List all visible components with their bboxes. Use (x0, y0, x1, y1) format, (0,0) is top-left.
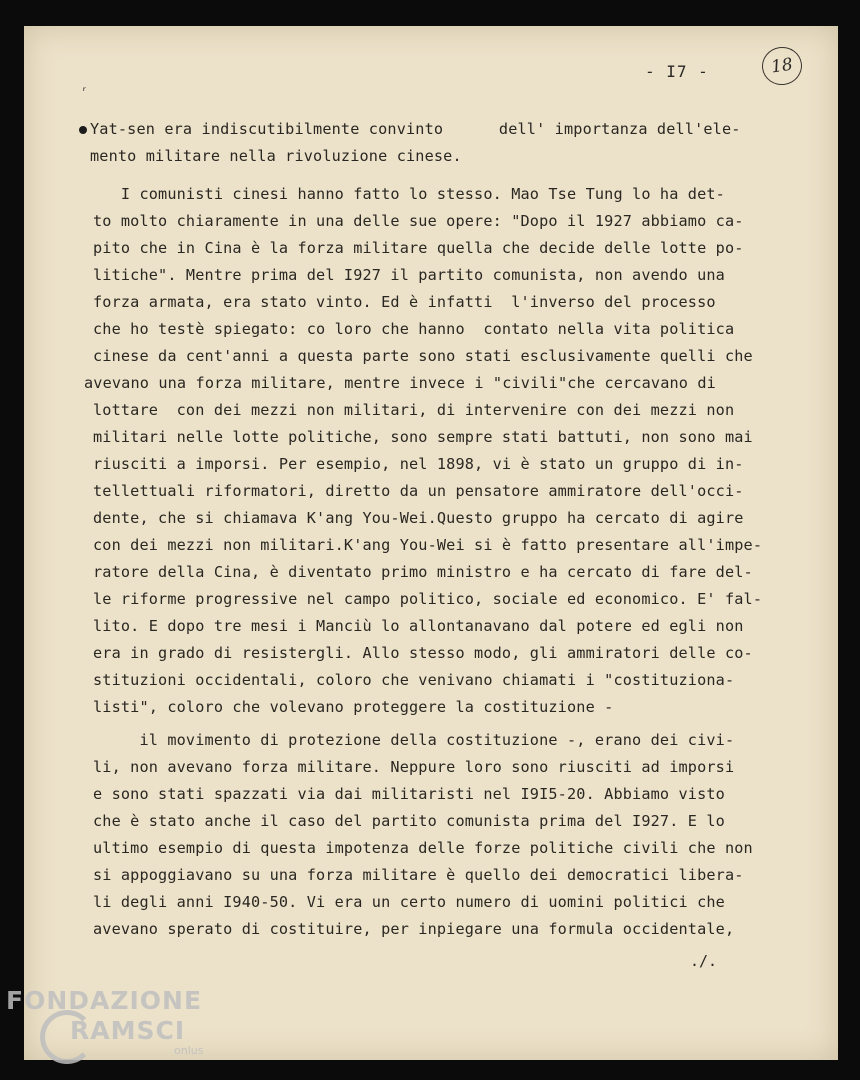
text-line: pito che in Cina è la forza militare quella che decide delle lotte po- (93, 239, 744, 257)
text-line: riusciti a imporsi. Per esempio, nel 1898, vi è stato un gruppo di in- (93, 455, 744, 473)
text-line: dente, che si chiamava K'ang You-Wei.Questo gruppo ha cercato di agire (93, 509, 744, 527)
text-line: I comunisti cinesi hanno fatto lo stesso. Mao Tse Tung lo ha det- (93, 185, 725, 203)
text-line: era in grado di resistergli. Allo stesso modo, gli ammiratori delle co- (93, 644, 753, 662)
archive-stamp: 18 (760, 44, 805, 87)
text-line: ratore della Cina, è diventato primo ministro e ha cercato di fare del- (93, 563, 753, 581)
text-line: li, non avevano forza militare. Neppure loro sono riusciti ad imporsi (93, 758, 735, 776)
text-line: militari nelle lotte politiche, sono sempre stati battuti, non sono mai (93, 428, 753, 446)
text-line: il movimento di protezione della costituzione -, erano dei civi- (93, 731, 735, 749)
text-line: e sono stati spazzati via dai militaristi nel I9I5-20. Abbiamo visto (93, 785, 725, 803)
watermark-line1: FONDAZIONE (6, 986, 203, 1015)
text-line: le riforme progressive nel campo politico, sociale ed economico. E' fal- (93, 590, 763, 608)
text-line: forza armata, era stato vinto. Ed è infatti l'inverso del processo (93, 293, 716, 311)
text-line: litiche". Mentre prima del I927 il partito comunista, non avendo una (93, 266, 725, 284)
text-line: stituzioni occidentali, coloro che venivano chiamati i "costituziona- (93, 671, 735, 689)
text-line: avevano sperato di costituire, per inpiegare una formula occidentale, (93, 920, 735, 938)
text-line: si appoggiavano su una forza militare è quello dei democratici libera- (93, 866, 744, 884)
text-line: avevano una forza militare, mentre invece i "civili"che cercavano di (84, 374, 716, 392)
page-number: - I7 - (645, 62, 709, 81)
text-line: cinese da cent'anni a questa parte sono stati esclusivamente quelli che (93, 347, 753, 365)
text-line: tellettuali riformatori, diretto da un pensatore ammiratore dell'occi- (93, 482, 744, 500)
watermark-logo (6, 986, 204, 1057)
continuation-mark: ./. (690, 952, 718, 970)
text-line: che ho testè spiegato: co loro che hanno contato nella vita politica (93, 320, 735, 338)
bullet-mark (79, 126, 87, 134)
watermark-line3: onlus (174, 1044, 204, 1057)
text-line: con dei mezzi non militari.K'ang You-Wei si è fatto presentare all'impe- (93, 536, 763, 554)
text-line: Yat-sen era indiscutibilmente convinto dell' importanza dell'ele- (90, 120, 741, 138)
text-line: ultimo esempio di questa impotenza delle forze politiche civili che non (93, 839, 753, 857)
text-line: listi", coloro che volevano proteggere la costituzione - (93, 698, 614, 716)
text-line: to molto chiaramente in una delle sue opere: "Dopo il 1927 abbiamo ca- (93, 212, 744, 230)
text-line: lottare con dei mezzi non militari, di intervenire con dei mezzi non (93, 401, 735, 419)
text-line: che è stato anche il caso del partito comunista prima del I927. E lo (93, 812, 725, 830)
margin-mark: ʳ (81, 84, 89, 98)
text-line: mento militare nella rivoluzione cinese. (90, 147, 462, 165)
text-line: li degli anni I940-50. Vi era un certo numero di uomini politici che (93, 893, 725, 911)
text-line: lito. E dopo tre mesi i Manciù lo allontanavano dal potere ed egli non (93, 617, 744, 635)
watermark-line2: RAMSCI (70, 1016, 186, 1045)
